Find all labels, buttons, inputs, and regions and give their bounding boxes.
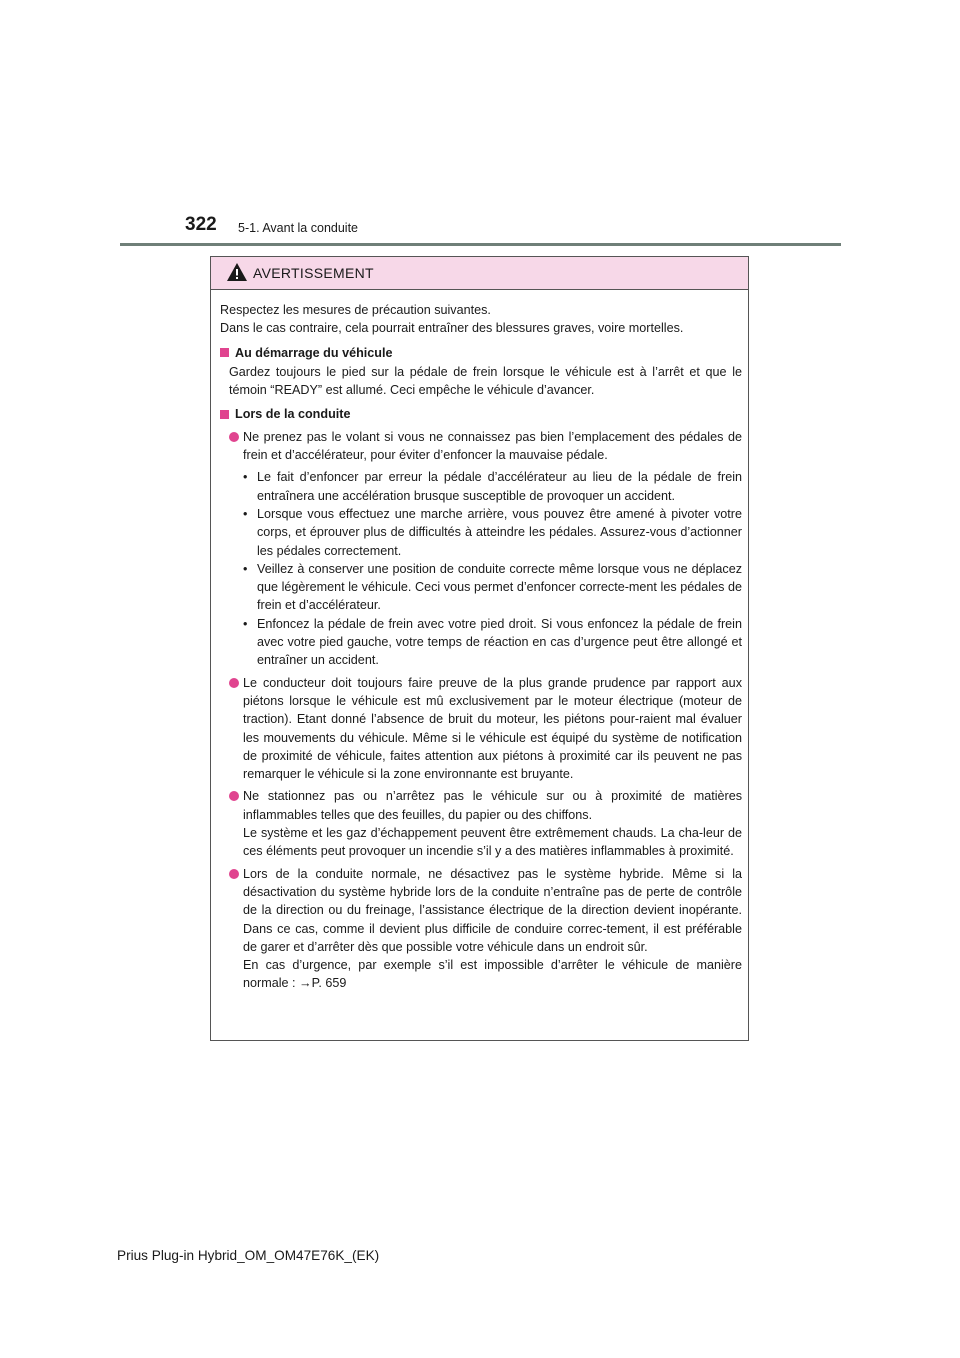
sub-list-item-text: Le fait d’enfoncer par erreur la pédale d’accélérateur au lieu de la pédale de frein entraînera une accélération brusque susceptible de provoquer un accident. <box>257 470 742 503</box>
bullet-dot-icon: • <box>243 616 248 631</box>
bullet-dot-icon: • <box>243 470 248 485</box>
list-item-text: Ne prenez pas le volant si vous ne connaissez pas bien l’emplacement des pédales de frein et d’accélérateur, pour éviter d’enfoncer la mauvaise pédale. <box>243 429 742 463</box>
bullet-dot-icon: • <box>243 561 248 576</box>
list-item-text: En cas d’urgence, par exemple s’il est impossible d’arrêter le véhicule de manière normale : →P. 659 <box>243 958 742 991</box>
list-item-text: Le conducteur doit toujours faire preuve de la plus grande prudence par rapport aux piétons lorsque le véhicule est mû exclusivement par le moteur électrique (moteur de traction). Etant donné l’absence de bruit du moteur, les piétons pour-raient mal évaluer les mouvements du véhicule. Même si le véhicule est équipé du système de notification de proximité de véhicule, faites attention aux piétons à proximité car ils peuvent ne pas remarquer le véhicule si la zone environnante est bruyante. <box>243 675 742 782</box>
warning-triangle-icon <box>226 262 248 282</box>
section-heading <box>220 344 742 362</box>
warning-box <box>210 256 749 1041</box>
circle-bullet-icon <box>229 869 239 879</box>
square-bullet-icon <box>220 410 229 419</box>
list-item-text: Le système et les gaz d’échappement peuvent être extrêmement chauds. La cha-leur de ces éléments peut provoquer un incendie s’il y a des matières inflammables à proximité. <box>243 826 742 859</box>
driving-precautions-list <box>220 428 742 993</box>
sub-list-item <box>243 560 742 615</box>
sub-list-item-text: Veillez à conserver une position de conduite correcte même lorsque vous ne déplacez que légèrement le véhicule. Ceci vous permet d’enfoncer correcte-ment les pédales de frein et d’accélérateur. <box>257 561 742 613</box>
footer-doc-id: Prius Plug-in Hybrid_OM_OM47E76K_(EK) <box>117 1248 380 1263</box>
list-item <box>220 865 742 993</box>
sub-list-item <box>243 468 742 505</box>
list-item <box>220 428 742 670</box>
circle-bullet-icon <box>229 791 239 801</box>
section-startup <box>220 344 742 400</box>
header-divider <box>120 243 841 246</box>
section-title: 5-1. Avant la conduite <box>238 221 358 235</box>
warning-intro <box>220 301 742 338</box>
section-heading <box>220 405 742 423</box>
warning-body <box>211 290 748 993</box>
sub-list-item <box>243 505 742 560</box>
section-text: Gardez toujours le pied sur la pédale de frein lorsque le véhicule est à l’arrêt et que le témoin “READY” est allumé. Ceci empêche le véhicule d’avancer. <box>229 364 742 398</box>
warning-title: AVERTISSEMENT <box>253 265 374 281</box>
intro-line: Dans le cas contraire, cela pourrait entraîner des blessures graves, voire mortelles. <box>220 321 684 336</box>
circle-bullet-icon <box>229 432 239 442</box>
circle-bullet-icon <box>229 678 239 688</box>
bullet-dot-icon: • <box>243 506 248 521</box>
sub-list-item <box>243 615 742 670</box>
sub-list <box>243 468 742 669</box>
sub-list-item-text: Lorsque vous effectuez une marche arrière, vous pouvez être amené à pivoter votre corps, et éprouver plus de difficultés à atteindre les pédales. Assurez-vous d’actionner les pédales correctement. <box>257 506 742 558</box>
intro-line: Respectez les mesures de précaution suivantes. <box>220 303 491 317</box>
section-heading-text: Au démarrage du véhicule <box>235 345 393 360</box>
list-item-text: Lors de la conduite normale, ne désactivez pas le système hybride. Même si la désactivation du système hybride lors de la conduite n’entraîne pas de perte de contrôle de la direction ou du freinage, l’assistance électrique de la direction devient inopérante. Dans ce cas, comme il devient plus difficile de conduire correc-tement, il est préférable de garer et d’arrêter dès que possible votre véhicule dans un endroit sûr. <box>243 866 742 954</box>
section-heading-text: Lors de la conduite <box>235 407 351 422</box>
page-number: 322 <box>185 214 217 235</box>
list-item <box>220 674 742 784</box>
list-item <box>220 787 742 860</box>
warning-header <box>211 257 748 290</box>
square-bullet-icon <box>220 348 229 357</box>
section-driving <box>220 405 742 992</box>
list-item-text: Ne stationnez pas ou n’arrêtez pas le véhicule sur ou à proximité de matières inflammables telles que des feuilles, du papier ou des chiffons. <box>243 789 742 822</box>
sub-list-item-text: Enfoncez la pédale de frein avec votre pied droit. Si vous enfoncez la pédale de frein avec votre pied gauche, votre temps de réaction en cas d’urgence peut être allongé et entraîner un accident. <box>257 616 742 668</box>
